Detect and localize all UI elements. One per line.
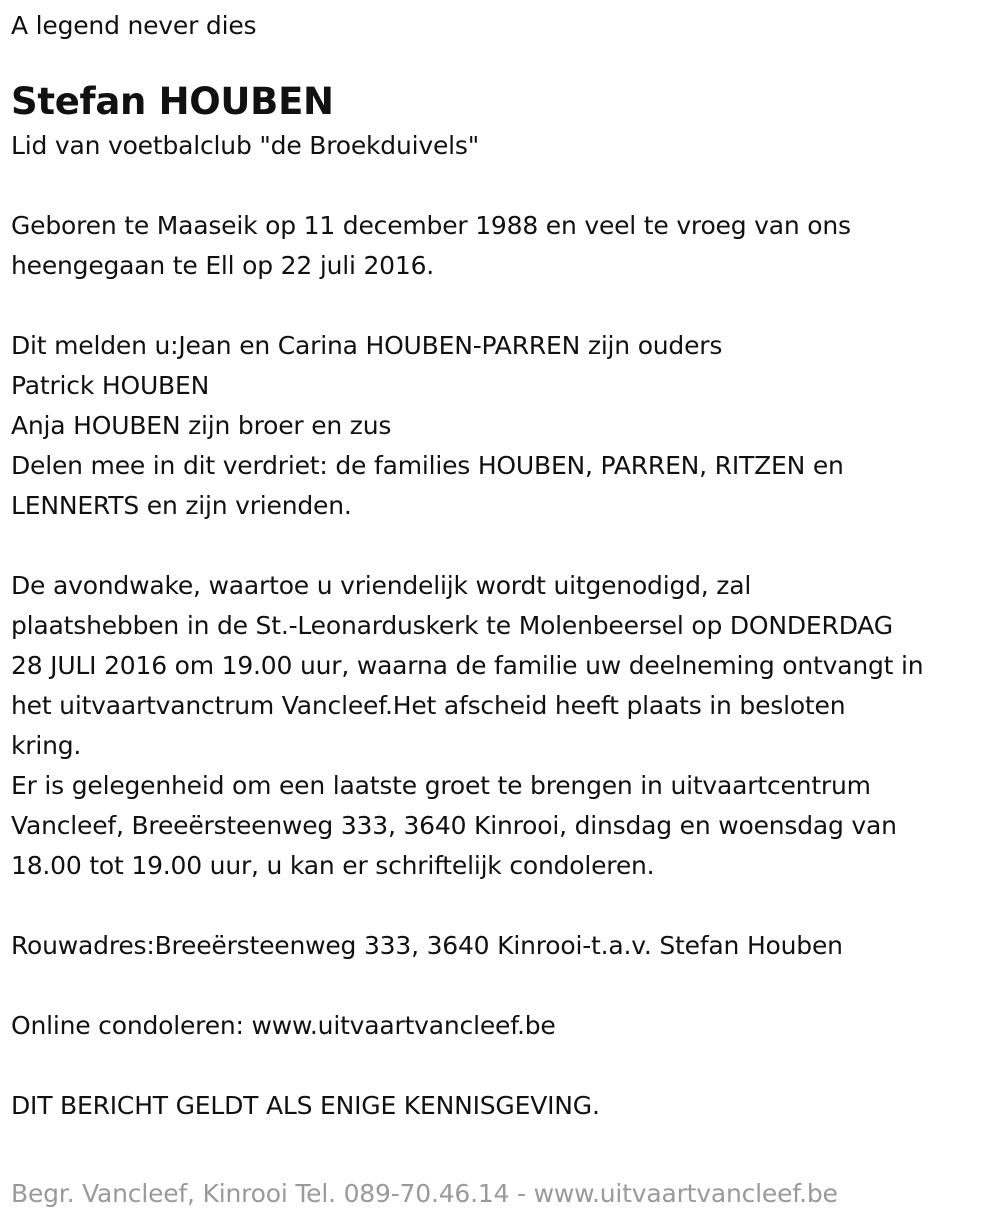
- mourning-address: Rouwadres:Breeërsteenweg 333, 3640 Kinrooi-t.a.v. Stefan Houben: [11, 931, 843, 960]
- family-line: Delen mee in dit verdriet: de families HOUBEN, PARREN, RITZEN en: [11, 451, 844, 480]
- spacer: [11, 286, 991, 326]
- ceremony-paragraph: [11, 566, 991, 886]
- ceremony-line: kring.: [11, 731, 82, 760]
- ceremony-line: 18.00 tot 19.00 uur, u kan er schriftelijk condoleren.: [11, 851, 655, 880]
- ceremony-line: 28 JULI 2016 om 19.00 uur, waarna de familie uw deelneming ontvangt in: [11, 651, 924, 680]
- spacer: [11, 886, 991, 926]
- birth-death-line: Geboren te Maaseik op 11 december 1988 en veel te vroeg van ons: [11, 211, 851, 240]
- ceremony-line: het uitvaartvanctrum Vancleef.Het afscheid heeft plaats in besloten: [11, 691, 846, 720]
- spacer: [11, 1046, 991, 1086]
- official-notice: DIT BERICHT GELDT ALS ENIGE KENNISGEVING.: [11, 1091, 600, 1120]
- spacer: [11, 526, 991, 566]
- family-line: LENNERTS en zijn vrienden.: [11, 491, 352, 520]
- birth-death-line: heengegaan te Ell op 22 juli 2016.: [11, 251, 435, 280]
- deceased-name: Stefan HOUBEN: [11, 80, 334, 123]
- membership-line: Lid van voetbalclub "de Broekduivels": [11, 131, 479, 160]
- family-line: Anja HOUBEN zijn broer en zus: [11, 411, 392, 440]
- ceremony-line: De avondwake, waartoe u vriendelijk wordt uitgenodigd, zal: [11, 571, 752, 600]
- funeral-home-footer[interactable]: Begr. Vancleef, Kinrooi Tel. 089-70.46.14 - www.uitvaartvancleef.be: [11, 1179, 838, 1208]
- family-paragraph: [11, 326, 991, 526]
- family-line: Patrick HOUBEN: [11, 371, 210, 400]
- ceremony-line: plaatshebben in de St.-Leonarduskerk te Molenbeersel op DONDERDAG: [11, 611, 893, 640]
- family-line: Dit melden u:Jean en Carina HOUBEN-PARREN zijn ouders: [11, 331, 723, 360]
- tagline: A legend never dies: [11, 11, 257, 40]
- obituary-notice: [11, 0, 991, 1126]
- ceremony-line: Vancleef, Breeërsteenweg 333, 3640 Kinrooi, dinsdag en woensdag van: [11, 811, 897, 840]
- spacer: [11, 166, 991, 206]
- spacer: [11, 966, 991, 1006]
- online-condolences-link[interactable]: Online condoleren: www.uitvaartvancleef.be: [11, 1011, 556, 1040]
- birth-death-paragraph: [11, 206, 991, 286]
- ceremony-line: Er is gelegenheid om een laatste groet te brengen in uitvaartcentrum: [11, 771, 871, 800]
